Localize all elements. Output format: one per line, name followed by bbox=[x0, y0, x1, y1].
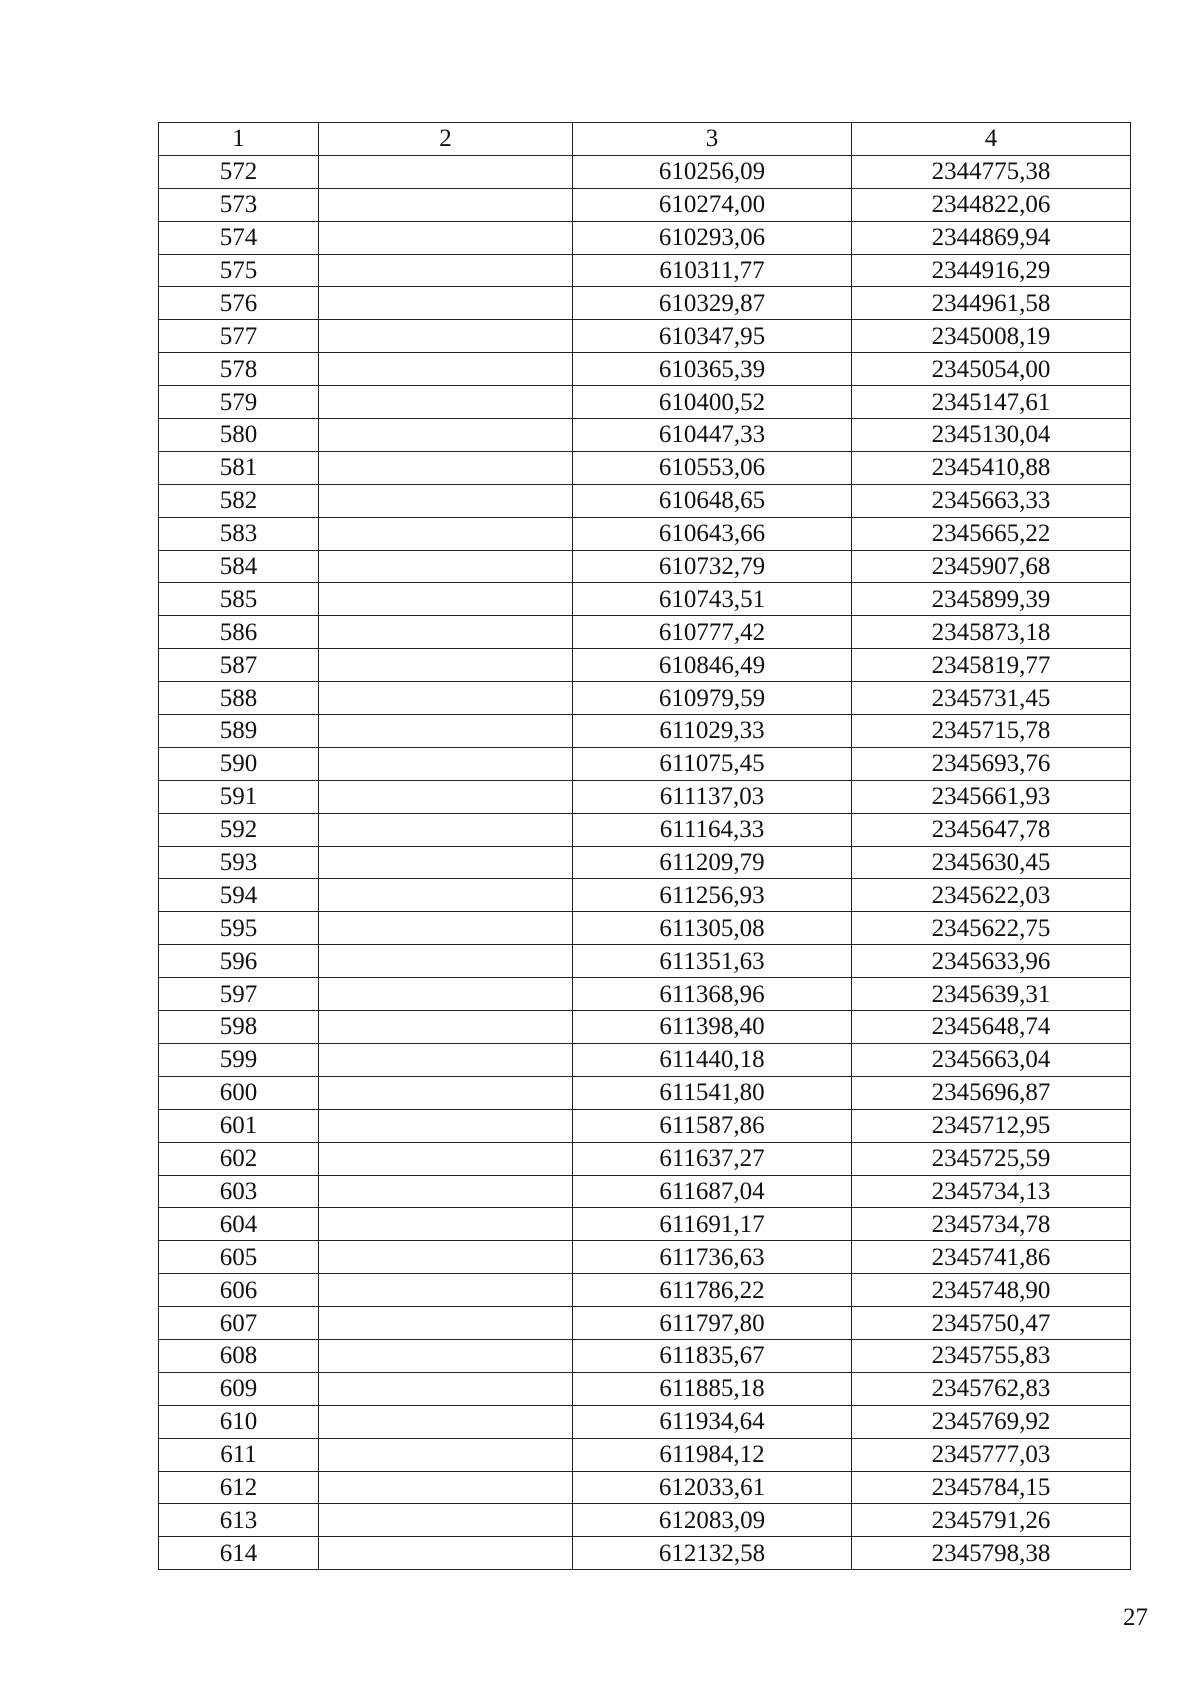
coordinate-y-cell: 2345630,45 bbox=[852, 846, 1131, 879]
point-number-cell: 578 bbox=[159, 353, 319, 386]
coordinate-y-cell: 2344822,06 bbox=[852, 188, 1131, 221]
column-2-cell bbox=[319, 945, 573, 978]
column-2-cell bbox=[319, 155, 573, 188]
point-number-cell: 602 bbox=[159, 1142, 319, 1175]
column-2-cell bbox=[319, 1438, 573, 1471]
column-header-2: 2 bbox=[319, 123, 573, 156]
point-number-cell: 603 bbox=[159, 1175, 319, 1208]
table-row bbox=[159, 517, 1131, 550]
column-2-cell bbox=[319, 254, 573, 287]
table-row bbox=[159, 945, 1131, 978]
table-row bbox=[159, 1043, 1131, 1076]
coordinate-y-cell: 2344775,38 bbox=[852, 155, 1131, 188]
table-row bbox=[159, 649, 1131, 682]
coordinate-x-cell: 611885,18 bbox=[573, 1372, 852, 1405]
point-number-cell: 596 bbox=[159, 945, 319, 978]
coordinate-y-cell: 2345907,68 bbox=[852, 550, 1131, 583]
coordinate-y-cell: 2344961,58 bbox=[852, 287, 1131, 320]
column-2-cell bbox=[319, 451, 573, 484]
coordinate-y-cell: 2345734,13 bbox=[852, 1175, 1131, 1208]
table-row bbox=[159, 1405, 1131, 1438]
point-number-cell: 573 bbox=[159, 188, 319, 221]
point-number-cell: 589 bbox=[159, 715, 319, 748]
table-row bbox=[159, 1471, 1131, 1504]
column-2-cell bbox=[319, 320, 573, 353]
column-2-cell bbox=[319, 912, 573, 945]
point-number-cell: 611 bbox=[159, 1438, 319, 1471]
point-number-cell: 574 bbox=[159, 221, 319, 254]
column-2-cell bbox=[319, 1109, 573, 1142]
column-2-cell bbox=[319, 616, 573, 649]
coordinate-x-cell: 611351,63 bbox=[573, 945, 852, 978]
point-number-cell: 583 bbox=[159, 517, 319, 550]
table-row bbox=[159, 715, 1131, 748]
coordinate-y-cell: 2345819,77 bbox=[852, 649, 1131, 682]
coordinate-y-cell: 2345693,76 bbox=[852, 747, 1131, 780]
point-number-cell: 605 bbox=[159, 1241, 319, 1274]
coordinate-x-cell: 610553,06 bbox=[573, 451, 852, 484]
coordinate-y-cell: 2345147,61 bbox=[852, 386, 1131, 419]
coordinate-y-cell: 2345130,04 bbox=[852, 419, 1131, 452]
table-row bbox=[159, 583, 1131, 616]
coordinate-x-cell: 610347,95 bbox=[573, 320, 852, 353]
coordinate-x-cell: 612132,58 bbox=[573, 1537, 852, 1570]
point-number-cell: 593 bbox=[159, 846, 319, 879]
table-row bbox=[159, 1175, 1131, 1208]
table-row bbox=[159, 912, 1131, 945]
coordinate-y-cell: 2345639,31 bbox=[852, 978, 1131, 1011]
coordinate-x-cell: 611209,79 bbox=[573, 846, 852, 879]
coordinate-y-cell: 2345663,33 bbox=[852, 484, 1131, 517]
column-2-cell bbox=[319, 682, 573, 715]
coordinate-x-cell: 610293,06 bbox=[573, 221, 852, 254]
coordinate-x-cell: 611687,04 bbox=[573, 1175, 852, 1208]
coordinate-y-cell: 2345665,22 bbox=[852, 517, 1131, 550]
coordinate-x-cell: 610329,87 bbox=[573, 287, 852, 320]
column-2-cell bbox=[319, 1274, 573, 1307]
table-row bbox=[159, 1142, 1131, 1175]
coordinate-x-cell: 610732,79 bbox=[573, 550, 852, 583]
point-number-cell: 585 bbox=[159, 583, 319, 616]
column-2-cell bbox=[319, 1471, 573, 1504]
point-number-cell: 587 bbox=[159, 649, 319, 682]
table-row bbox=[159, 682, 1131, 715]
coordinate-x-cell: 610846,49 bbox=[573, 649, 852, 682]
table-row bbox=[159, 287, 1131, 320]
table-row bbox=[159, 1372, 1131, 1405]
table-row bbox=[159, 1208, 1131, 1241]
column-2-cell bbox=[319, 1307, 573, 1340]
coordinate-y-cell: 2345647,78 bbox=[852, 813, 1131, 846]
coordinate-y-cell: 2345622,03 bbox=[852, 879, 1131, 912]
table-row bbox=[159, 155, 1131, 188]
column-2-cell bbox=[319, 1405, 573, 1438]
column-header-3: 3 bbox=[573, 123, 852, 156]
point-number-cell: 576 bbox=[159, 287, 319, 320]
coordinate-y-cell: 2345054,00 bbox=[852, 353, 1131, 386]
table-row bbox=[159, 1076, 1131, 1109]
coordinate-y-cell: 2345741,86 bbox=[852, 1241, 1131, 1274]
coordinate-y-cell: 2345777,03 bbox=[852, 1438, 1131, 1471]
coordinate-x-cell: 610648,65 bbox=[573, 484, 852, 517]
coordinate-y-cell: 2345784,15 bbox=[852, 1471, 1131, 1504]
column-2-cell bbox=[319, 583, 573, 616]
table-row bbox=[159, 780, 1131, 813]
coordinate-x-cell: 611797,80 bbox=[573, 1307, 852, 1340]
point-number-cell: 586 bbox=[159, 616, 319, 649]
coordinate-x-cell: 611691,17 bbox=[573, 1208, 852, 1241]
coordinate-x-cell: 611587,86 bbox=[573, 1109, 852, 1142]
column-2-cell bbox=[319, 978, 573, 1011]
column-2-cell bbox=[319, 1504, 573, 1537]
point-number-cell: 590 bbox=[159, 747, 319, 780]
column-2-cell bbox=[319, 747, 573, 780]
column-header-1: 1 bbox=[159, 123, 319, 156]
coordinate-x-cell: 611256,93 bbox=[573, 879, 852, 912]
coordinate-x-cell: 611736,63 bbox=[573, 1241, 852, 1274]
point-number-cell: 582 bbox=[159, 484, 319, 517]
coordinate-y-cell: 2345410,88 bbox=[852, 451, 1131, 484]
coordinate-x-cell: 611984,12 bbox=[573, 1438, 852, 1471]
table-row bbox=[159, 419, 1131, 452]
point-number-cell: 609 bbox=[159, 1372, 319, 1405]
column-2-cell bbox=[319, 287, 573, 320]
coordinate-y-cell: 2345731,45 bbox=[852, 682, 1131, 715]
coordinate-y-cell: 2345696,87 bbox=[852, 1076, 1131, 1109]
coordinate-y-cell: 2345633,96 bbox=[852, 945, 1131, 978]
point-number-cell: 599 bbox=[159, 1043, 319, 1076]
coordinate-x-cell: 610777,42 bbox=[573, 616, 852, 649]
table-row bbox=[159, 353, 1131, 386]
table-row bbox=[159, 1241, 1131, 1274]
column-2-cell bbox=[319, 1043, 573, 1076]
table-row bbox=[159, 1438, 1131, 1471]
coordinate-y-cell: 2345748,90 bbox=[852, 1274, 1131, 1307]
table-row bbox=[159, 813, 1131, 846]
table-row bbox=[159, 978, 1131, 1011]
coordinate-y-cell: 2344869,94 bbox=[852, 221, 1131, 254]
column-2-cell bbox=[319, 1537, 573, 1570]
column-2-cell bbox=[319, 1241, 573, 1274]
point-number-cell: 594 bbox=[159, 879, 319, 912]
coordinate-x-cell: 610274,00 bbox=[573, 188, 852, 221]
coordinate-y-cell: 2345712,95 bbox=[852, 1109, 1131, 1142]
column-2-cell bbox=[319, 221, 573, 254]
coordinate-y-cell: 2345734,78 bbox=[852, 1208, 1131, 1241]
point-number-cell: 584 bbox=[159, 550, 319, 583]
coordinate-x-cell: 611440,18 bbox=[573, 1043, 852, 1076]
coordinate-x-cell: 610365,39 bbox=[573, 353, 852, 386]
coordinate-x-cell: 610643,66 bbox=[573, 517, 852, 550]
table-row bbox=[159, 846, 1131, 879]
coordinate-x-cell: 611075,45 bbox=[573, 747, 852, 780]
table-row bbox=[159, 1274, 1131, 1307]
table-row bbox=[159, 451, 1131, 484]
point-number-cell: 607 bbox=[159, 1307, 319, 1340]
table-row bbox=[159, 1537, 1131, 1570]
coordinate-y-cell: 2345663,04 bbox=[852, 1043, 1131, 1076]
point-number-cell: 591 bbox=[159, 780, 319, 813]
table-row bbox=[159, 879, 1131, 912]
column-2-cell bbox=[319, 353, 573, 386]
column-2-cell bbox=[319, 484, 573, 517]
point-number-cell: 608 bbox=[159, 1339, 319, 1372]
coordinate-y-cell: 2344916,29 bbox=[852, 254, 1131, 287]
coordinate-y-cell: 2345725,59 bbox=[852, 1142, 1131, 1175]
coordinate-x-cell: 611164,33 bbox=[573, 813, 852, 846]
coordinate-x-cell: 610311,77 bbox=[573, 254, 852, 287]
coordinate-y-cell: 2345769,92 bbox=[852, 1405, 1131, 1438]
coordinate-y-cell: 2345791,26 bbox=[852, 1504, 1131, 1537]
column-2-cell bbox=[319, 1372, 573, 1405]
column-2-cell bbox=[319, 517, 573, 550]
coordinate-y-cell: 2345715,78 bbox=[852, 715, 1131, 748]
coordinate-y-cell: 2345762,83 bbox=[852, 1372, 1131, 1405]
point-number-cell: 613 bbox=[159, 1504, 319, 1537]
table-row bbox=[159, 484, 1131, 517]
point-number-cell: 614 bbox=[159, 1537, 319, 1570]
table-row bbox=[159, 1504, 1131, 1537]
coordinate-x-cell: 611029,33 bbox=[573, 715, 852, 748]
coordinate-y-cell: 2345648,74 bbox=[852, 1011, 1131, 1044]
point-number-cell: 572 bbox=[159, 155, 319, 188]
column-2-cell bbox=[319, 879, 573, 912]
coordinate-y-cell: 2345873,18 bbox=[852, 616, 1131, 649]
coordinate-x-cell: 610447,33 bbox=[573, 419, 852, 452]
point-number-cell: 579 bbox=[159, 386, 319, 419]
table-row bbox=[159, 616, 1131, 649]
coordinate-y-cell: 2345661,93 bbox=[852, 780, 1131, 813]
table-row bbox=[159, 320, 1131, 353]
coordinate-x-cell: 611398,40 bbox=[573, 1011, 852, 1044]
point-number-cell: 604 bbox=[159, 1208, 319, 1241]
column-2-cell bbox=[319, 780, 573, 813]
point-number-cell: 577 bbox=[159, 320, 319, 353]
coordinate-x-cell: 611305,08 bbox=[573, 912, 852, 945]
column-2-cell bbox=[319, 1076, 573, 1109]
coordinate-y-cell: 2345750,47 bbox=[852, 1307, 1131, 1340]
coordinate-x-cell: 612083,09 bbox=[573, 1504, 852, 1537]
table-row bbox=[159, 1307, 1131, 1340]
column-header-4: 4 bbox=[852, 123, 1131, 156]
column-2-cell bbox=[319, 386, 573, 419]
coordinate-x-cell: 610979,59 bbox=[573, 682, 852, 715]
column-2-cell bbox=[319, 1175, 573, 1208]
coordinate-x-cell: 611835,67 bbox=[573, 1339, 852, 1372]
coordinate-x-cell: 610400,52 bbox=[573, 386, 852, 419]
point-number-cell: 606 bbox=[159, 1274, 319, 1307]
table-row bbox=[159, 188, 1131, 221]
coordinate-x-cell: 611541,80 bbox=[573, 1076, 852, 1109]
page-number: 27 bbox=[1123, 1604, 1148, 1631]
column-2-cell bbox=[319, 419, 573, 452]
coordinate-x-cell: 611137,03 bbox=[573, 780, 852, 813]
header-row bbox=[159, 123, 1131, 156]
point-number-cell: 575 bbox=[159, 254, 319, 287]
point-number-cell: 601 bbox=[159, 1109, 319, 1142]
coordinate-x-cell: 611786,22 bbox=[573, 1274, 852, 1307]
column-2-cell bbox=[319, 1339, 573, 1372]
point-number-cell: 598 bbox=[159, 1011, 319, 1044]
column-2-cell bbox=[319, 1011, 573, 1044]
point-number-cell: 600 bbox=[159, 1076, 319, 1109]
table-row bbox=[159, 386, 1131, 419]
point-number-cell: 612 bbox=[159, 1471, 319, 1504]
point-number-cell: 597 bbox=[159, 978, 319, 1011]
table-row bbox=[159, 254, 1131, 287]
column-2-cell bbox=[319, 550, 573, 583]
column-2-cell bbox=[319, 846, 573, 879]
coordinate-x-cell: 611637,27 bbox=[573, 1142, 852, 1175]
coordinates-table bbox=[158, 122, 1131, 1570]
point-number-cell: 592 bbox=[159, 813, 319, 846]
point-number-cell: 610 bbox=[159, 1405, 319, 1438]
point-number-cell: 588 bbox=[159, 682, 319, 715]
column-2-cell bbox=[319, 1142, 573, 1175]
coordinate-x-cell: 611934,64 bbox=[573, 1405, 852, 1438]
coordinate-x-cell: 612033,61 bbox=[573, 1471, 852, 1504]
table-row bbox=[159, 1109, 1131, 1142]
table-row bbox=[159, 747, 1131, 780]
point-number-cell: 595 bbox=[159, 912, 319, 945]
coordinate-y-cell: 2345008,19 bbox=[852, 320, 1131, 353]
coordinate-x-cell: 610743,51 bbox=[573, 583, 852, 616]
coordinate-x-cell: 611368,96 bbox=[573, 978, 852, 1011]
point-number-cell: 581 bbox=[159, 451, 319, 484]
column-2-cell bbox=[319, 1208, 573, 1241]
coordinate-y-cell: 2345899,39 bbox=[852, 583, 1131, 616]
table-row bbox=[159, 1011, 1131, 1044]
column-2-cell bbox=[319, 188, 573, 221]
coordinate-y-cell: 2345798,38 bbox=[852, 1537, 1131, 1570]
column-2-cell bbox=[319, 649, 573, 682]
coordinate-y-cell: 2345622,75 bbox=[852, 912, 1131, 945]
table-row bbox=[159, 1339, 1131, 1372]
point-number-cell: 580 bbox=[159, 419, 319, 452]
table-row bbox=[159, 550, 1131, 583]
table-row bbox=[159, 221, 1131, 254]
column-2-cell bbox=[319, 813, 573, 846]
column-2-cell bbox=[319, 715, 573, 748]
coordinate-x-cell: 610256,09 bbox=[573, 155, 852, 188]
table-body bbox=[159, 155, 1131, 1569]
coordinate-y-cell: 2345755,83 bbox=[852, 1339, 1131, 1372]
